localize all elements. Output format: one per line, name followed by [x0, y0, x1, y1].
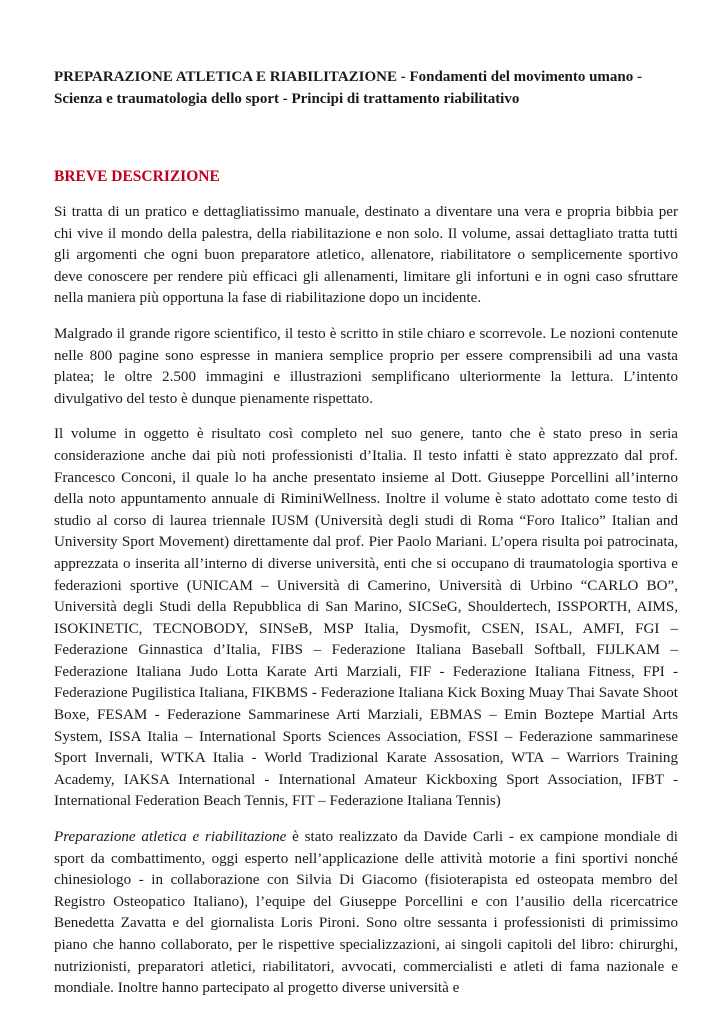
- section-heading: BREVE DESCRIZIONE: [54, 168, 220, 185]
- document-title: PREPARAZIONE ATLETICA E RIABILITAZIONE - Fondamenti del movimento umano - Scienza e traumatologia dello sport - Principi di trattamento riabilitativo: [54, 69, 642, 107]
- document-page: [54, 66, 678, 1014]
- paragraph-authors-text: è stato realizzato da Davide Carli - ex campione mondiale di sport da combattimento, oggi esperto nell’applicazione delle attività motorie a fini sportivi nonché chinesiologo - in collaborazione con Silvia Di Giacomo (fisioterapista ed osteopata membro del Registro Osteopatico Italiano), l’equipe del Giuseppe Porcellini e con l’ausilio della ricercatrice Benedetta Zavatta e del giornalista Loris Pironi. Sono oltre sessanta i professionisti di primissimo piano che hanno collaborato, per le rispettive specializzazioni, ai singoli capitoli del libro: chirurghi, nutrizionisti, preparatori atletici, riabilitatori, avvocati, commercialisti e atleti di fama nazionale e mondiale. Inoltre hanno partecipato al progetto diverse università e: [54, 829, 678, 997]
- paragraph-intro: Si tratta di un pratico e dettagliatissimo manuale, destinato a diventare una vera e propria bibbia per chi vive il mondo della palestra, della riabilitazione e non solo. Il volume, assai dettagliato tratta tutti gli argomenti che ogni buon preparatore atletico, allenatore, riabilitatore o semplicemente sportivo deve conoscere per rendere più efficaci gli allenamenti, limitare gli infortuni e in ogni caso sfruttare nella maniera più opportuna la fase di riabilitazione dopo un incidente.: [54, 204, 678, 307]
- paragraph-endorsements: Il volume in oggetto è risultato così completo nel suo genere, tanto che è stato preso in seria considerazione anche dai più noti professionisti d’Italia. Il testo infatti è stato apprezzato dal prof. Francesco Conconi, il quale lo ha anche presentato insieme al Dott. Giuseppe Porcellini all’interno della noto appuntamento annuale di RiminiWellness. Inoltre il volume è stato adottato come testo di studio al corso di laurea triennale IUSM (Università degli studi di Roma “Foro Italico” Italian and University Sport Movement) direttamente dal prof. Pier Paolo Mariani. L’opera risulta poi patrocinata, apprezzata o inserita all’interno di diverse università, enti che si occupano di traumatologia sportiva e federazioni sportive (UNICAM – Università di Camerino, Università di Urbino “CARLO BO”, Università degli Studi della Repubblica di San Marino, SICSeG, Shouldertech, ISSPORTH, AIMS, ISOKINETIC, TECNOBODY, SINSeB, MSP Italia, Dysmofit, CSEN, ISAL, AMFI, FGI – Federazione Ginnastica d’Italia, FIBS – Federazione Italiana Baseball Softball, FIJLKAM – Federazione Italiana Judo Lotta Karate Arti Marziali, FIF - Federazione Italiana Fitness, FPI - Federazione Pugilistica Italiana, FIKBMS - Federazione Italiana Kick Boxing Muay Thai Savate Shoot Boxe, FESAM - Federazione Sammarinese Arti Marziali, EBMAS – Emin Boztepe Martial Arts System, ISSA Italia – International Sports Sciences Association, FSSI – Federazione sammarinese Sport Invernali, WTKA Italia - World Tradizional Karate Assosation, WTA – Warriors Training Academy, IAKSA International - International Amateur Kickboxing Sport Association, IFBT - International Federation Beach Tennis, FIT – Federazione Italiana Tennis): [54, 426, 678, 810]
- paragraph-authors: [54, 827, 678, 1000]
- book-title-italic: Preparazione atletica e riabilitazione: [54, 829, 287, 846]
- paragraph-style: Malgrado il grande rigore scientifico, il testo è scritto in stile chiaro e scorrevole. Le nozioni contenute nelle 800 pagine sono espresse in maniera semplice proprio per essere comprensibili ad una vasta platea; le oltre 2.500 immagini e illustrazioni semplificano ulteriormente la lettura. L’intento divulgativo del testo è dunque pienamente rispettato.: [54, 325, 678, 407]
